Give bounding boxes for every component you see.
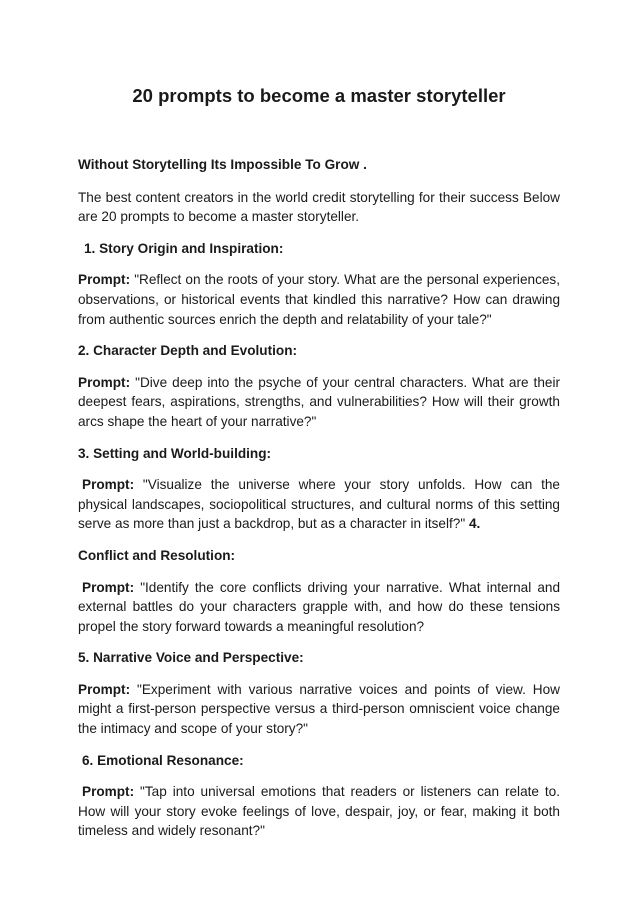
prompt-text: "Visualize the universe where your story unfolds. How can the physical landscapes, sociopolitical structures, and cultural norms of this setting serve as more than just a backdrop, but as a character in itself?" [78, 477, 560, 532]
section-prompt-4 [78, 578, 560, 637]
prompt-label: Prompt: [82, 477, 135, 493]
prompt-text: "Experiment with various narrative voices and points of view. How might a first-person perspective versus a third-person omniscient voice change the intimacy and scope of your story?" [78, 681, 560, 737]
section-heading-4: Conflict and Resolution: [78, 547, 236, 563]
section-prompt-3 [78, 475, 560, 534]
intro-paragraph: The best content creators in the world credit storytelling for their success Below are 20 prompts to become a master storyteller. [78, 189, 560, 225]
section-prompt-5 [78, 680, 560, 739]
prompt-label: Prompt: [78, 374, 131, 390]
section-heading-3: 3. Setting and World-building: [78, 445, 272, 461]
intro-heading: Without Storytelling Its Impossible To Grow . [78, 157, 367, 172]
prompt-text: "Dive deep into the psyche of your central characters. What are their deepest fears, aspirations, strengths, and vulnerabilities? How will their growth arcs shape the heart of your narrative?" [78, 374, 560, 429]
prompt-text: "Tap into universal emotions that readers or listeners can relate to. How will your story evoke feelings of love, despair, joy, or fear, making it both timeless and widely resonant?" [78, 784, 561, 839]
section-prompt-2 [78, 373, 560, 432]
prompt-text: "Reflect on the roots of your story. What are the personal experiences, observations, or historical events that kindled this narrative? How can drawing from authentic sources enrich the depth and relatability of your tale?" [78, 272, 560, 327]
prompt-label: Prompt: [78, 272, 131, 288]
section-number-4: 4. [468, 516, 481, 532]
prompt-label: Prompt: [82, 784, 135, 800]
page-title: 20 prompts to become a master storyteller [132, 85, 506, 106]
section-heading-2: 2. Character Depth and Evolution: [78, 343, 298, 359]
section-heading-1: 1. Story Origin and Inspiration: [84, 240, 284, 256]
prompt-text: "Identify the core conflicts driving your narrative. What internal and external battles do your characters grapple with, and how do these tensions propel the story forward towards a meaningful resolution? [78, 579, 560, 634]
prompt-label: Prompt: [78, 681, 131, 697]
section-prompt-1 [78, 270, 560, 329]
section-heading-6: 6. Emotional Resonance: [82, 752, 244, 768]
prompt-label: Prompt: [82, 579, 135, 595]
section-prompt-6 [78, 782, 560, 841]
section-heading-5: 5. Narrative Voice and Perspective: [78, 650, 304, 666]
